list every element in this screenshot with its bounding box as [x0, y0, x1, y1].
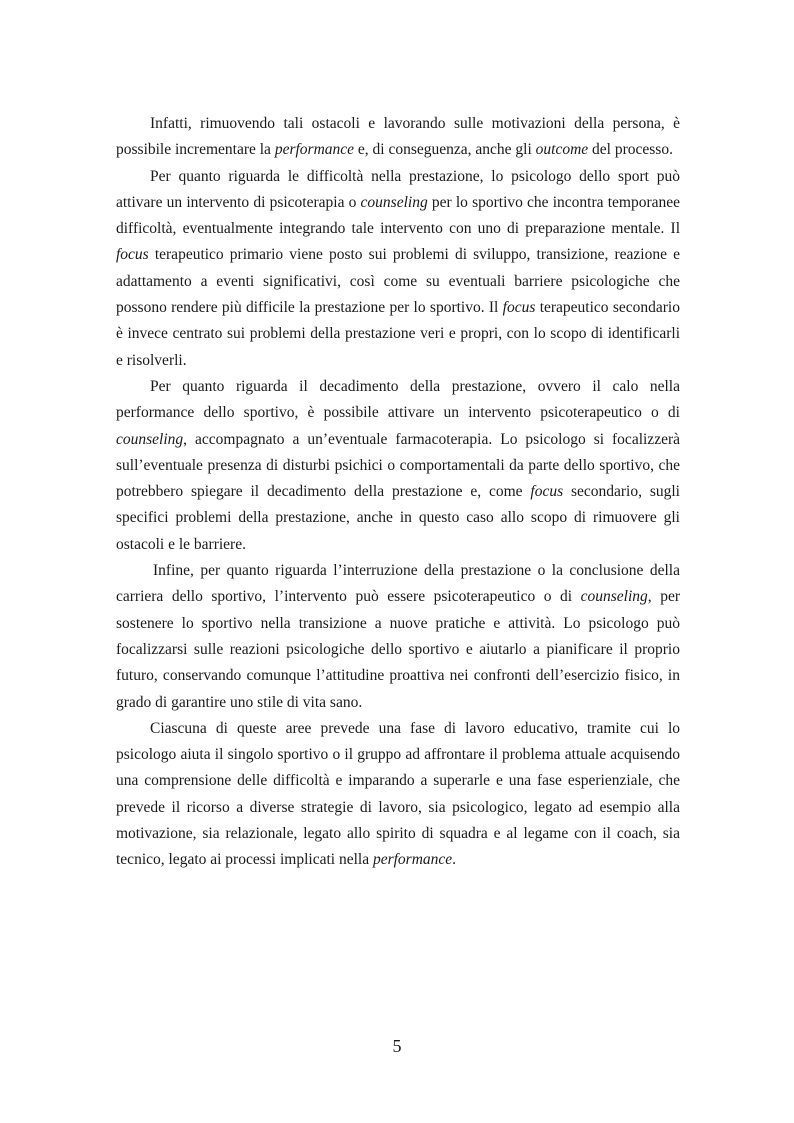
paragraph-3 — [116, 374, 680, 558]
text-run: . — [452, 851, 457, 869]
text-run: secondario, sugli specifici problemi della prestazione, anche in questo caso allo scopo di rimuovere gli ostacoli e le barriere. — [116, 483, 680, 553]
italic-term: performance — [372, 851, 453, 869]
italic-term: counseling — [580, 588, 648, 606]
italic-term: focus — [530, 483, 564, 501]
text-run: per lo sportivo che incontra temporanee difficoltà, eventualmente integrando tale intervento con uno di preparazione mentale. Il — [116, 193, 680, 238]
text-run: , per sostenere lo sportivo nella transizione a nuove pratiche e attività. Lo psicologo può focalizzarsi sulle reazioni psicologiche dello sportivo e aiutarlo a pianificare il proprio futuro, conservando comunque l’attitudine proattiva nei confronti dell’esercizio fisico, in grado di garantire uno stile di vita sano. — [116, 588, 681, 711]
text-run: Infine, per quanto riguarda l’interruzione della prestazione o la conclusione della carriera dello sportivo, l’intervento può essere psicoterapeutico o di — [116, 562, 680, 606]
text-run: terapeutico secondario è invece centrato sui problemi della prestazione veri e propri, con lo scopo di identificarli e risolverli. — [116, 299, 680, 369]
page-number: 5 — [392, 1036, 402, 1056]
text-run: , accompagnato a un’eventuale farmacoterapia. Lo psicologo si focalizzerà sull’eventuale presenza di disturbi psichici o comportamentali da parte dello sportivo, che potrebbero spiegare il decadimento della prestazione e, come — [116, 430, 680, 501]
italic-term: counseling — [116, 430, 184, 448]
paragraph-4 — [116, 558, 680, 716]
text-run: Per quanto riguarda il decadimento della prestazione, ovvero il calo nella performance dello sportivo, è possibile attivare un intervento psicoterapeutico o di — [116, 377, 680, 422]
paragraph-1 — [116, 111, 680, 164]
paragraph-5 — [116, 716, 680, 874]
italic-term: focus — [502, 299, 536, 317]
text-run: e, di conseguenza, anche gli — [354, 141, 536, 159]
italic-term: counseling — [360, 193, 428, 211]
paragraph-2 — [116, 164, 680, 374]
text-run: terapeutico primario viene posto sui problemi di sviluppo, transizione, reazione e adattamento a eventi significativi, così come su eventuali barriere psicologiche che possono rendere più difficile la prestazione per lo sportivo. Il — [116, 246, 680, 317]
body-text — [116, 111, 680, 874]
text-run: Infatti, rimuovendo tali ostacoli e lavorando sulle motivazioni della persona, è possibile incrementare la — [116, 115, 680, 159]
italic-term: performance — [274, 141, 355, 159]
italic-term: outcome — [535, 141, 589, 159]
italic-term: focus — [116, 246, 149, 264]
text-run: del processo. — [588, 141, 673, 159]
text-run: Per quanto riguarda le difficoltà nella prestazione, lo psicologo dello sport può attivare un intervento di psicoterapia o — [116, 167, 680, 211]
text-run: Ciascuna di queste aree prevede una fase di lavoro educativo, tramite cui lo psicologo aiuta il singolo sportivo o il gruppo ad affrontare il problema attuale acquisendo una comprensione delle difficoltà e imparando a superarle e una fase esperienziale, che prevede il ricorso a diverse strategie di lavoro, sia psicologico, legato ad esempio alla motivazione, sia relazionale, legato allo spirito di squadra e al legame con il coach, sia tecnico, legato ai processi implicati nella — [116, 719, 680, 869]
